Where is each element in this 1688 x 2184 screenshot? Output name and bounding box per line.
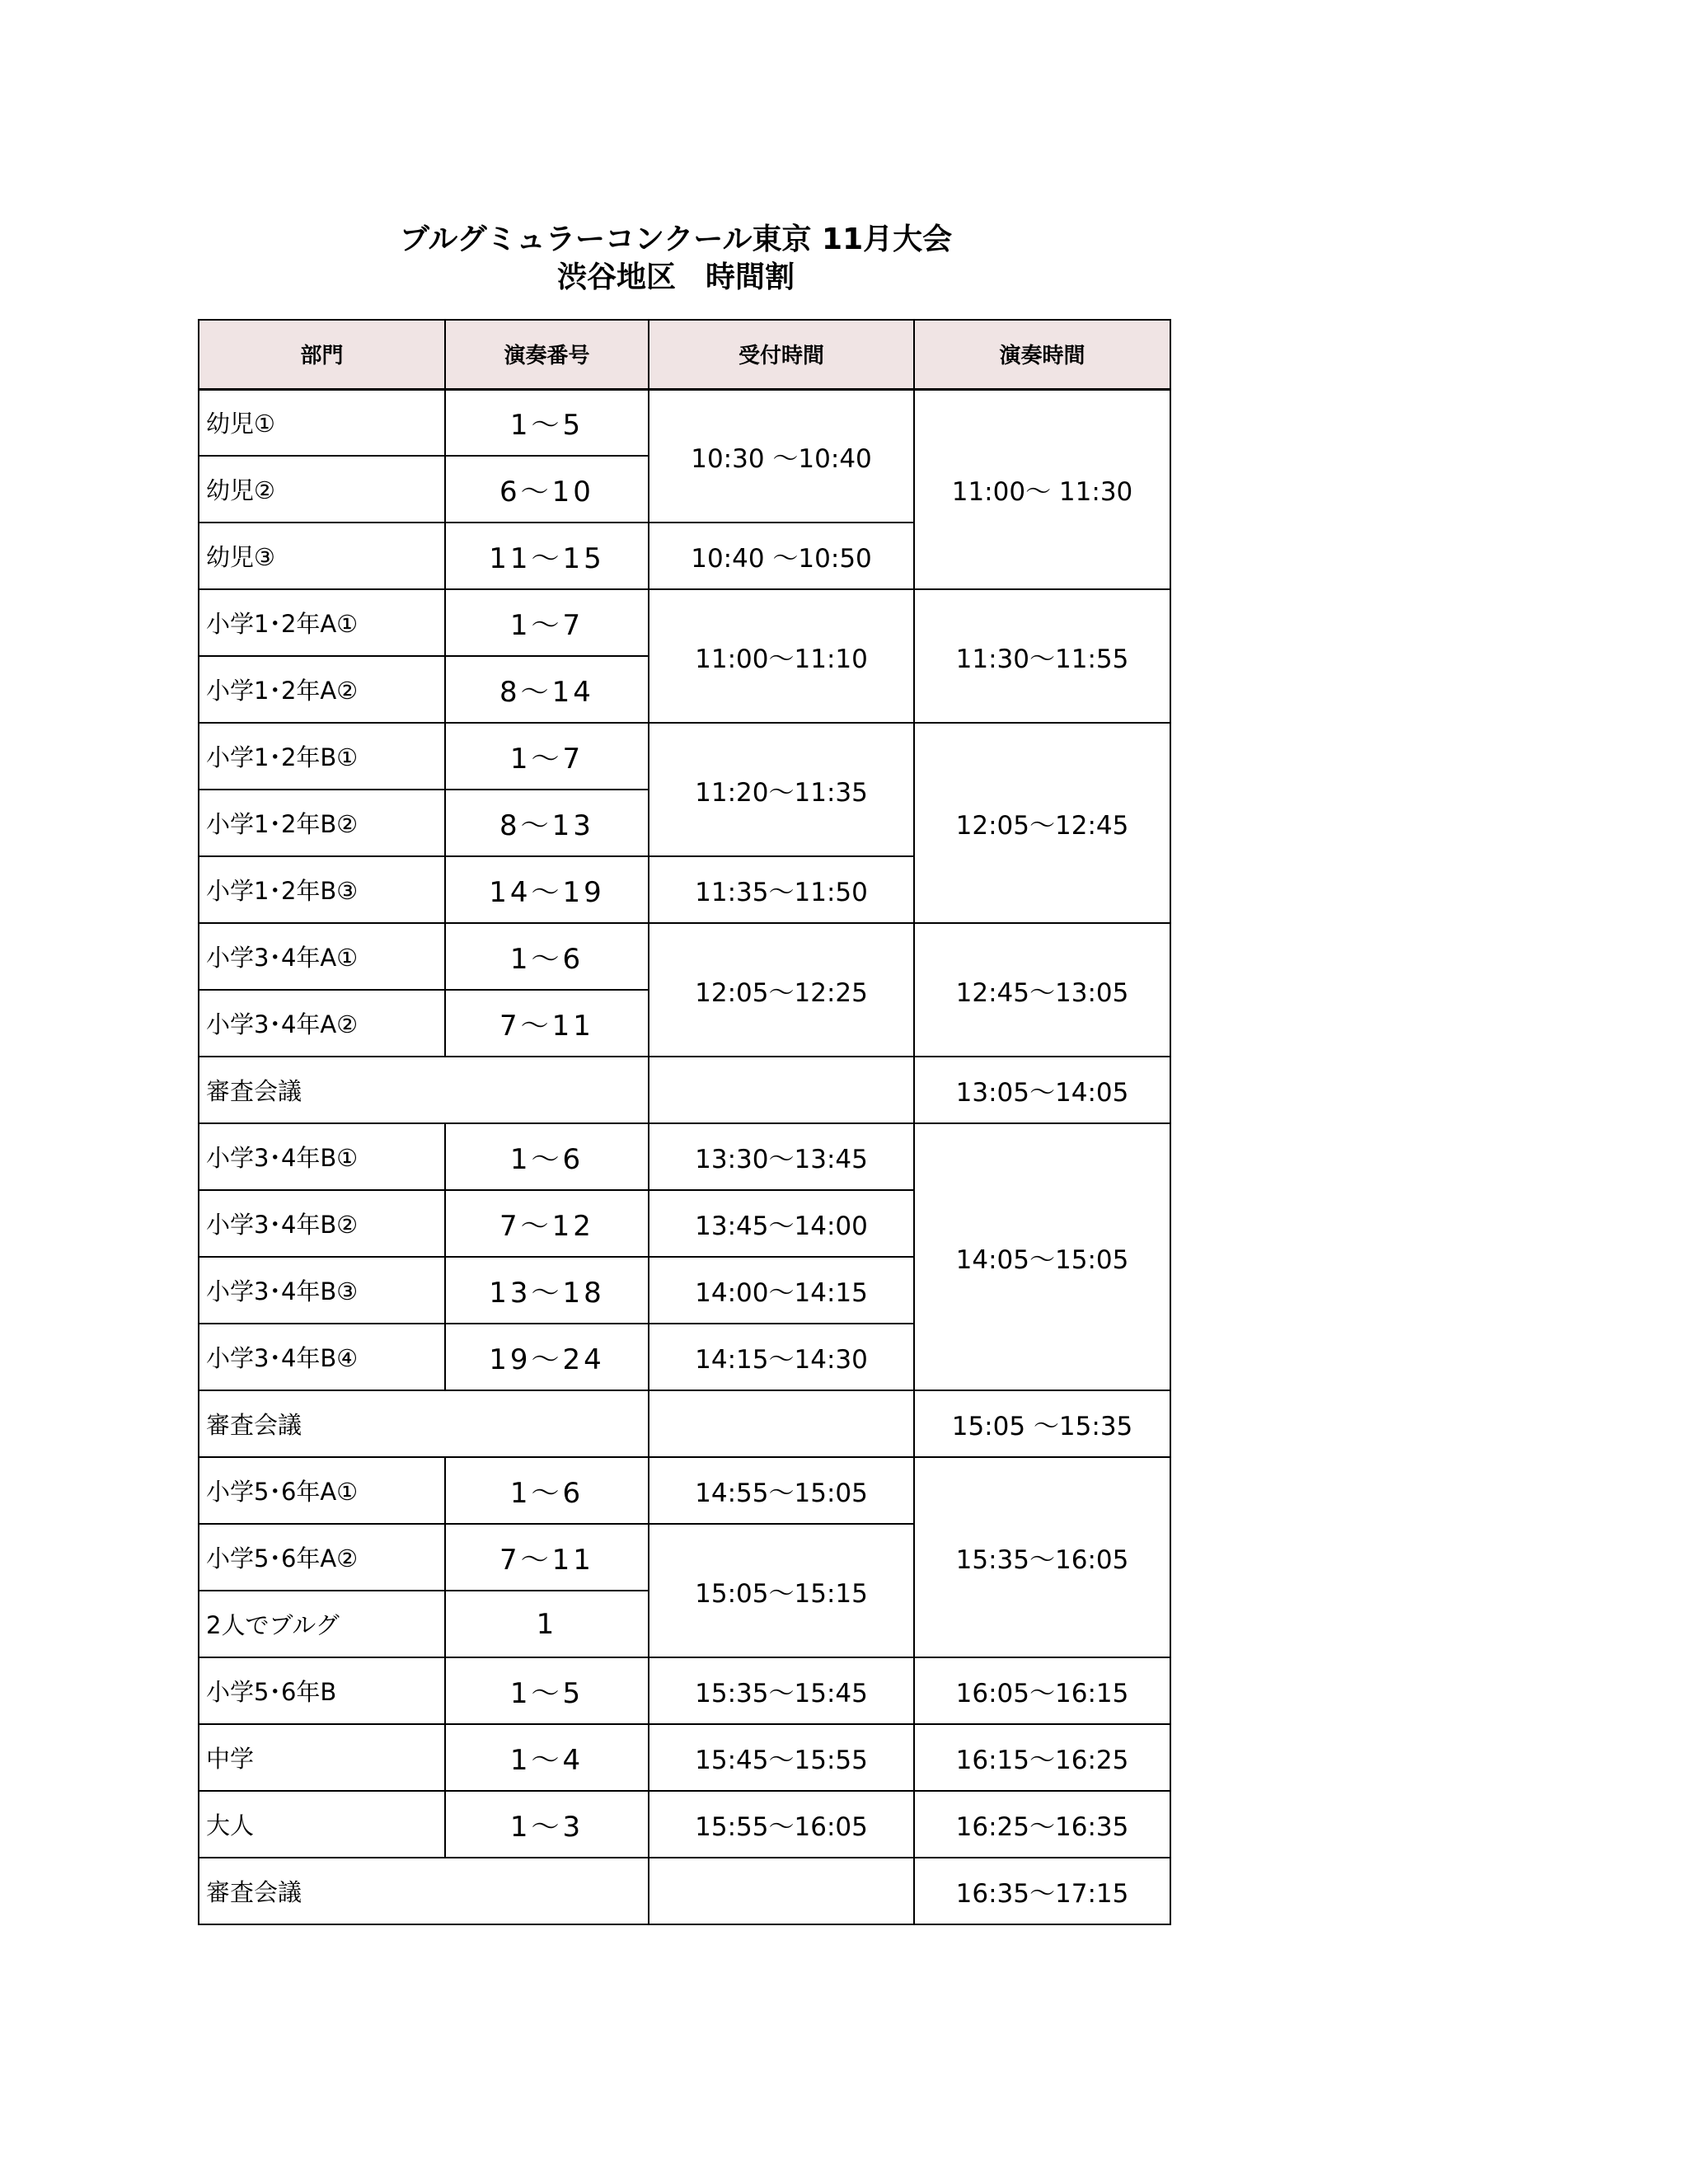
reception-cell: 15:35～15:45 (649, 1657, 914, 1724)
document-title (396, 221, 956, 297)
reception-cell: 15:45～15:55 (649, 1724, 914, 1791)
performance-cell: 15:05 ～15:35 (914, 1390, 1170, 1457)
number-cell: 7～11 (445, 1524, 649, 1591)
table-row (199, 389, 1170, 456)
number-cell: 1～3 (445, 1791, 649, 1858)
title-line-2: 渋谷地区 時間割 (556, 260, 795, 294)
performance-cell: 16:35～17:15 (914, 1858, 1170, 1924)
dept-cell: 審査会議 (199, 1858, 649, 1924)
dept-cell: 小学3･4年B② (199, 1190, 445, 1257)
header-dept: 部門 (199, 320, 445, 389)
table-row (199, 1457, 1170, 1524)
performance-cell: 16:15～16:25 (914, 1724, 1170, 1791)
reception-cell: 10:40 ～10:50 (649, 523, 914, 589)
reception-cell: 11:00～11:10 (649, 589, 914, 723)
table-row (199, 1390, 1170, 1457)
number-cell: 11～15 (445, 523, 649, 589)
schedule-table (198, 319, 1171, 1925)
table-row (199, 1657, 1170, 1724)
dept-cell: 小学3･4年B③ (199, 1257, 445, 1324)
number-cell: 7～11 (445, 990, 649, 1057)
dept-cell: 審査会議 (199, 1057, 649, 1123)
header-number: 演奏番号 (445, 320, 649, 389)
reception-cell: 10:30 ～10:40 (649, 389, 914, 523)
performance-cell: 12:45～13:05 (914, 923, 1170, 1057)
reception-cell: 14:55～15:05 (649, 1457, 914, 1524)
number-cell: 1～5 (445, 389, 649, 456)
dept-cell: 小学3･4年B④ (199, 1324, 445, 1390)
performance-cell: 11:00～ 11:30 (914, 389, 1170, 589)
dept-cell: 小学5･6年B (199, 1657, 445, 1724)
dept-cell: 小学3･4年A① (199, 923, 445, 990)
reception-cell (649, 1858, 914, 1924)
dept-cell: 小学1･2年A② (199, 656, 445, 723)
table-row (199, 1858, 1170, 1924)
dept-cell: 審査会議 (199, 1390, 649, 1457)
number-cell: 8～14 (445, 656, 649, 723)
number-cell: 7～12 (445, 1190, 649, 1257)
performance-cell: 16:25～16:35 (914, 1791, 1170, 1858)
header-row (199, 320, 1170, 389)
performance-cell: 11:30～11:55 (914, 589, 1170, 723)
dept-cell: 幼児③ (199, 523, 445, 589)
number-cell: 1～6 (445, 1123, 649, 1190)
reception-cell: 13:45～14:00 (649, 1190, 914, 1257)
table-row (199, 1791, 1170, 1858)
dept-cell: 小学1･2年B② (199, 790, 445, 856)
dept-cell: 大人 (199, 1791, 445, 1858)
table-row (199, 923, 1170, 990)
header-reception: 受付時間 (649, 320, 914, 389)
reception-cell: 11:35～11:50 (649, 856, 914, 923)
dept-cell: 幼児① (199, 389, 445, 456)
reception-cell: 15:05～15:15 (649, 1524, 914, 1657)
number-cell: 8～13 (445, 790, 649, 856)
title-line-1: ブルグミュラーコンクール東京 11月大会 (399, 223, 953, 256)
number-cell: 1～6 (445, 923, 649, 990)
dept-cell: 中学 (199, 1724, 445, 1791)
number-cell: 1～4 (445, 1724, 649, 1791)
number-cell: 19～24 (445, 1324, 649, 1390)
dept-cell: 小学1･2年B③ (199, 856, 445, 923)
number-cell: 13～18 (445, 1257, 649, 1324)
dept-cell: 小学5･6年A① (199, 1457, 445, 1524)
dept-cell: 幼児② (199, 456, 445, 523)
dept-cell: 小学3･4年A② (199, 990, 445, 1057)
dept-cell: 小学1･2年B① (199, 723, 445, 790)
dept-cell: 小学5･6年A② (199, 1524, 445, 1591)
reception-cell: 13:30～13:45 (649, 1123, 914, 1190)
dept-cell: 小学1･2年A① (199, 589, 445, 656)
performance-cell: 16:05～16:15 (914, 1657, 1170, 1724)
table-row (199, 723, 1170, 790)
reception-cell: 12:05～12:25 (649, 923, 914, 1057)
number-cell: 1～6 (445, 1457, 649, 1524)
performance-cell: 13:05～14:05 (914, 1057, 1170, 1123)
performance-cell: 15:35～16:05 (914, 1457, 1170, 1657)
reception-cell: 14:00～14:15 (649, 1257, 914, 1324)
reception-cell (649, 1057, 914, 1123)
number-cell: 1 (445, 1591, 649, 1657)
reception-cell (649, 1390, 914, 1457)
performance-cell: 12:05～12:45 (914, 723, 1170, 923)
table-row (199, 1724, 1170, 1791)
table-row (199, 589, 1170, 656)
table-row (199, 1123, 1170, 1190)
number-cell: 1～7 (445, 723, 649, 790)
number-cell: 6～10 (445, 456, 649, 523)
number-cell: 1～5 (445, 1657, 649, 1724)
reception-cell: 11:20～11:35 (649, 723, 914, 856)
number-cell: 14～19 (445, 856, 649, 923)
header-performance: 演奏時間 (914, 320, 1170, 389)
dept-cell: 小学3･4年B① (199, 1123, 445, 1190)
number-cell: 1～7 (445, 589, 649, 656)
table-row (199, 1057, 1170, 1123)
performance-cell: 14:05～15:05 (914, 1123, 1170, 1390)
reception-cell: 15:55～16:05 (649, 1791, 914, 1858)
dept-cell: 2人でブルグ (199, 1591, 445, 1657)
reception-cell: 14:15～14:30 (649, 1324, 914, 1390)
